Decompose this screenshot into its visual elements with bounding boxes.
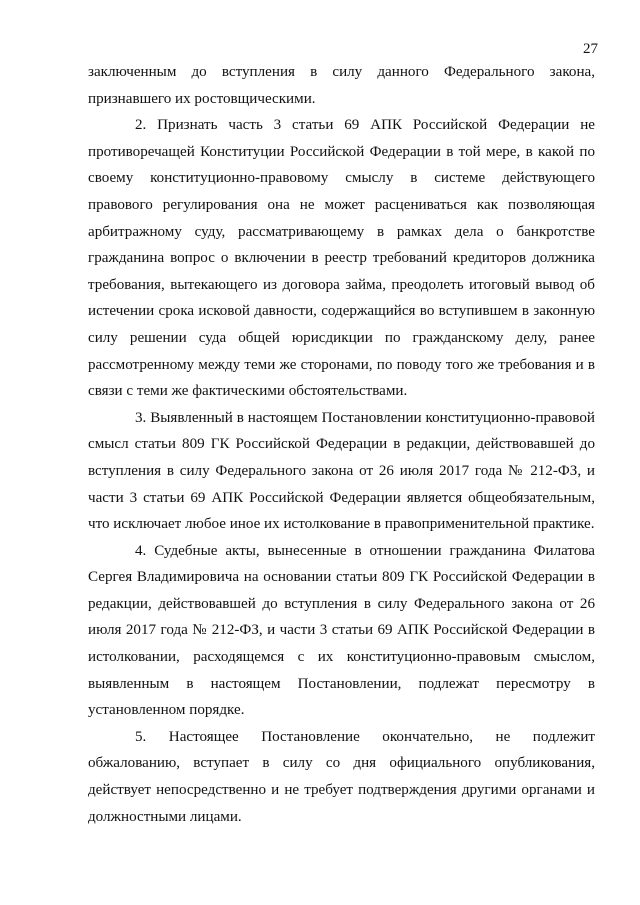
paragraph-continuation: заключенным до вступления в силу данного Федерального закона, признавшего их ростовщическими. <box>88 64 595 107</box>
paragraph-item-5: 5. Настоящее Постановление окончательно, не подлежит обжалованию, вступает в силу со дня официального опубликования, действует непосредственно и не требует подтверждения другими органами и должностными лицами. <box>88 728 595 825</box>
paragraph-item-4: 4. Судебные акты, вынесенные в отношении гражданина Филатова Сергея Владимировича на основании статьи 809 ГК Российской Федерации в редакции, действовавшей до вступления в силу Федерального закона от 26 июля 2017 года № 212-ФЗ, и части 3 статьи 69 АПК Российской Федерации в истолковании, расходящемся с их конституционно-правовым смыслом, выявленным в настоящем Постановлении, подлежат пересмотру в установленном порядке. <box>88 542 595 719</box>
page-number: 27 <box>583 41 598 57</box>
paragraph-item-2: 2. Признать часть 3 статьи 69 АПК Российской Федерации не противоречащей Конституции Российской Федерации в той мере, в какой по своему конституционно-правовому смыслу в системе действующего правового регулирования она не может расцениваться как позволяющая арбитражному суду, рассматривающему в рамках дела о банкротстве гражданина вопрос о включении в реестр требований кредиторов должника требования, вытекающего из договора займа, преодолеть итоговый вывод об истечении срока исковой давности, содержащийся во вступившем в законную силу решении суда общей юрисдикции по гражданскому делу, ранее рассмотренному между теми же сторонами, по поводу того же требования и в связи с теми же фактическими обстоятельствами. <box>88 117 595 400</box>
paragraph-item-3: 3. Выявленный в настоящем Постановлении конституционно-правовой смысл статьи 809 ГК Российской Федерации в редакции, действовавшей до вступления в силу Федерального закона от 26 июля 2017 года № 212-ФЗ, и части 3 статьи 69 АПК Российской Федерации является общеобязательным, что исключает любое иное их истолкование в правоприменительной практике. <box>88 409 595 533</box>
document-body <box>88 59 595 830</box>
